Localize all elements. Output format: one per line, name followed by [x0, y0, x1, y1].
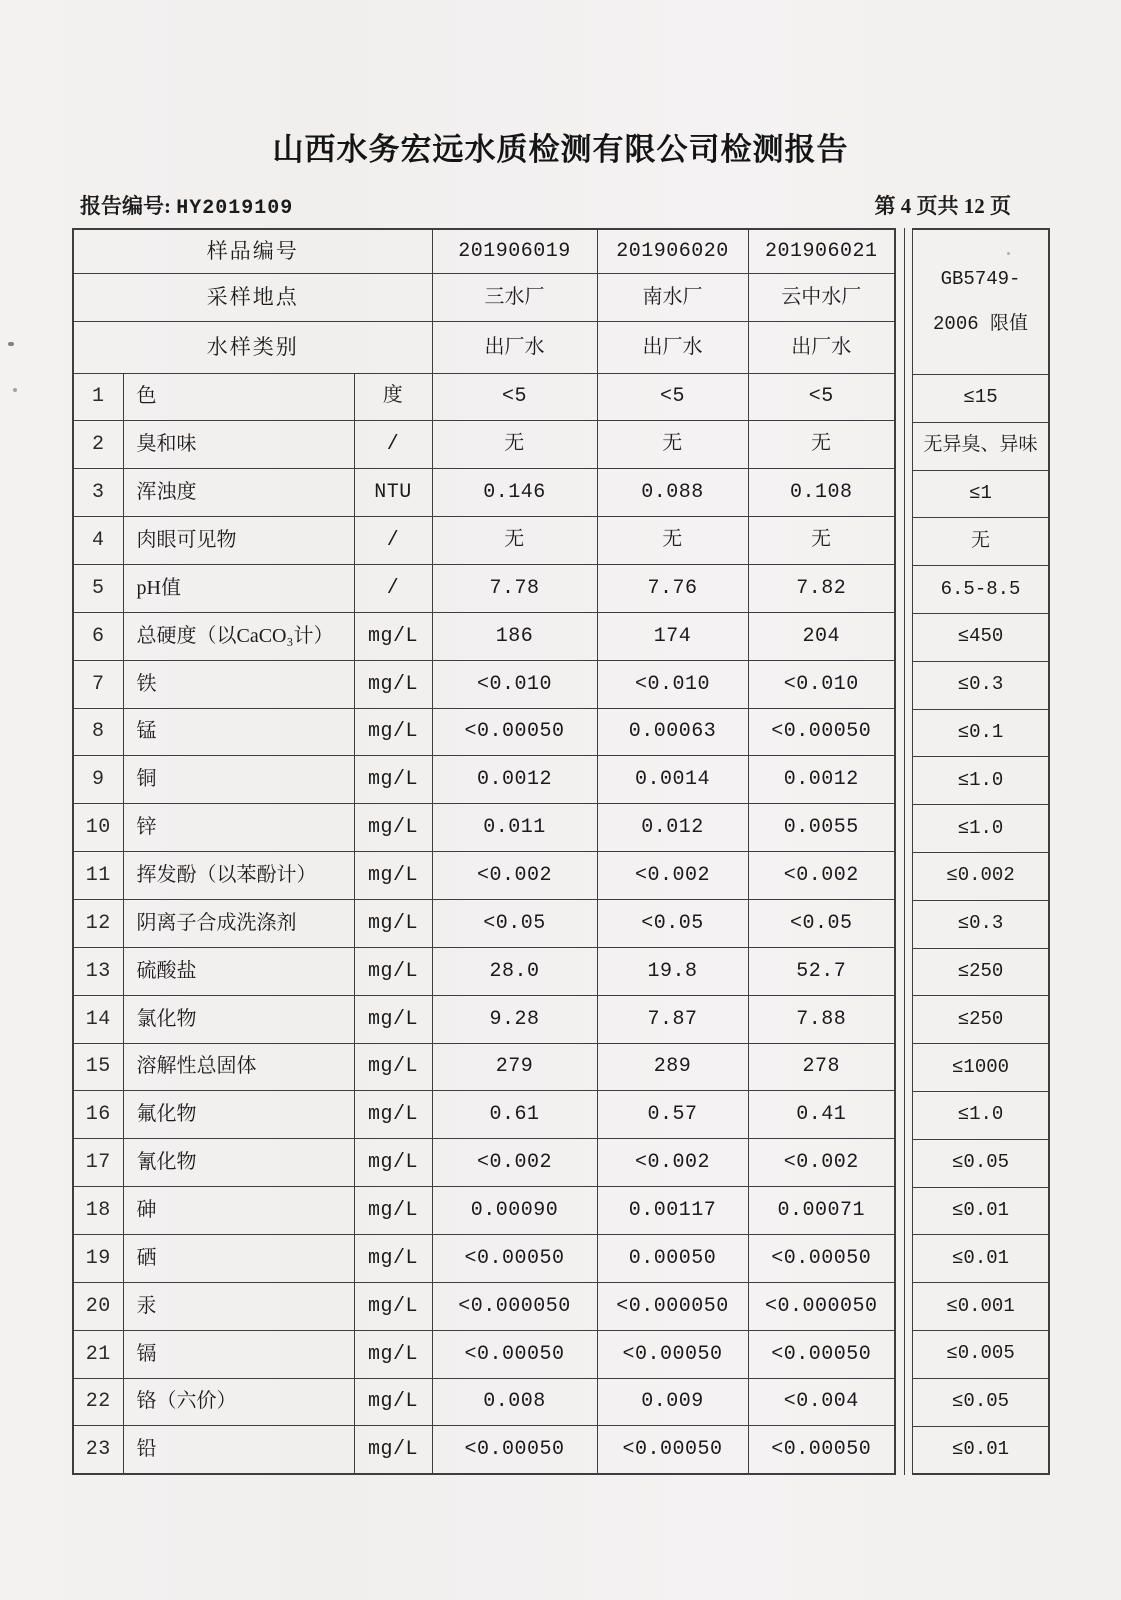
row-number: 4	[73, 517, 123, 565]
value-sample-1: 无	[432, 517, 597, 565]
limit-value: 无异臭、异味	[913, 422, 1050, 470]
limit-row	[913, 948, 1050, 996]
scan-artifact	[13, 388, 17, 392]
table-row	[73, 1426, 895, 1474]
parameter-name: 阴离子合成洗涤剂	[123, 899, 354, 947]
limit-value: ≤0.001	[913, 1283, 1050, 1331]
limit-value: ≤0.1	[913, 709, 1050, 757]
limit-value: ≤0.005	[913, 1330, 1050, 1378]
unit: mg/L	[354, 1234, 432, 1282]
value-sample-3: 0.108	[748, 469, 895, 517]
results-table	[72, 228, 896, 1475]
parameter-name: 锰	[123, 708, 354, 756]
unit: mg/L	[354, 1091, 432, 1139]
limit-value: ≤1	[913, 470, 1050, 518]
parameter-name: 硒	[123, 1234, 354, 1282]
table-row	[73, 421, 895, 469]
limit-row	[913, 1187, 1050, 1235]
unit: mg/L	[354, 995, 432, 1043]
table-row	[73, 612, 895, 660]
limit-row	[913, 757, 1050, 805]
value-sample-1: <0.002	[432, 1139, 597, 1187]
value-sample-3: 0.41	[748, 1091, 895, 1139]
report-number-value: HY2019109	[176, 197, 294, 220]
limit-value: ≤0.3	[913, 661, 1050, 709]
table-row	[73, 373, 895, 421]
sampling-location-1: 三水厂	[432, 273, 597, 321]
report-number	[80, 190, 293, 220]
limit-row	[913, 661, 1050, 709]
value-sample-2: 0.57	[597, 1091, 748, 1139]
value-sample-3: 无	[748, 421, 895, 469]
parameter-name: 肉眼可见物	[123, 517, 354, 565]
value-sample-2: <5	[597, 373, 748, 421]
value-sample-3: <0.002	[748, 852, 895, 900]
value-sample-3: 0.0055	[748, 804, 895, 852]
value-sample-1: 9.28	[432, 995, 597, 1043]
value-sample-2: 7.76	[597, 564, 748, 612]
value-sample-1: <0.00050	[432, 1426, 597, 1474]
limit-standard-line1: GB5749-	[940, 268, 1021, 290]
table-row	[73, 804, 895, 852]
parameter-name: 色	[123, 373, 354, 421]
limit-standard-header	[913, 229, 1050, 375]
unit: mg/L	[354, 708, 432, 756]
unit: mg/L	[354, 1378, 432, 1426]
sample-type-2: 出厂水	[597, 321, 748, 373]
row-number: 1	[73, 373, 123, 421]
value-sample-1: 186	[432, 612, 597, 660]
limit-value: ≤0.002	[913, 852, 1050, 900]
value-sample-2: 7.87	[597, 995, 748, 1043]
sample-number-3: 201906021	[748, 229, 895, 273]
limit-row	[913, 518, 1050, 566]
value-sample-2: 19.8	[597, 947, 748, 995]
sampling-location-label: 采样地点	[73, 273, 432, 321]
limit-row	[913, 375, 1050, 423]
value-sample-3: <0.002	[748, 1139, 895, 1187]
scan-artifact	[1007, 252, 1010, 255]
unit: /	[354, 564, 432, 612]
unit: /	[354, 517, 432, 565]
unit: mg/L	[354, 1187, 432, 1235]
value-sample-3: 7.82	[748, 564, 895, 612]
unit: 度	[354, 373, 432, 421]
value-sample-2: <0.05	[597, 899, 748, 947]
row-number: 12	[73, 899, 123, 947]
results-table-area	[72, 228, 1050, 1475]
row-number: 6	[73, 612, 123, 660]
parameter-name: 铅	[123, 1426, 354, 1474]
parameter-name: 氰化物	[123, 1139, 354, 1187]
value-sample-3: <5	[748, 373, 895, 421]
unit: mg/L	[354, 612, 432, 660]
report-meta	[80, 190, 1011, 220]
sample-number-2: 201906020	[597, 229, 748, 273]
value-sample-2: <0.000050	[597, 1282, 748, 1330]
row-number: 11	[73, 852, 123, 900]
row-number: 9	[73, 756, 123, 804]
row-number: 17	[73, 1139, 123, 1187]
table-row	[73, 1139, 895, 1187]
value-sample-1: 0.011	[432, 804, 597, 852]
value-sample-2: <0.00050	[597, 1426, 748, 1474]
value-sample-2: <0.010	[597, 660, 748, 708]
value-sample-1: 0.146	[432, 469, 597, 517]
value-sample-1: <5	[432, 373, 597, 421]
limit-header-row	[913, 229, 1050, 375]
table-row	[73, 1282, 895, 1330]
value-sample-3: 52.7	[748, 947, 895, 995]
report-number-label: 报告编号:	[80, 194, 177, 218]
row-number: 19	[73, 1234, 123, 1282]
unit: mg/L	[354, 756, 432, 804]
sample-number-label: 样品编号	[73, 229, 432, 273]
value-sample-1: 28.0	[432, 947, 597, 995]
limit-value: 6.5-8.5	[913, 566, 1050, 614]
value-sample-2: <0.002	[597, 852, 748, 900]
value-sample-1: 0.00090	[432, 1187, 597, 1235]
row-number: 15	[73, 1043, 123, 1091]
limit-value: ≤1000	[913, 1044, 1050, 1092]
table-row	[73, 564, 895, 612]
value-sample-2: <0.002	[597, 1139, 748, 1187]
limit-row	[913, 852, 1050, 900]
parameter-name: 硫酸盐	[123, 947, 354, 995]
limit-value: ≤250	[913, 996, 1050, 1044]
row-number: 8	[73, 708, 123, 756]
sample-number-1: 201906019	[432, 229, 597, 273]
value-sample-3: <0.004	[748, 1378, 895, 1426]
scan-artifact	[8, 342, 14, 346]
limit-value: ≤0.05	[913, 1378, 1050, 1426]
parameter-name: 氯化物	[123, 995, 354, 1043]
limit-value: ≤450	[913, 613, 1050, 661]
limit-table	[912, 228, 1050, 1475]
value-sample-3: 0.0012	[748, 756, 895, 804]
unit: mg/L	[354, 899, 432, 947]
sample-type-label: 水样类别	[73, 321, 432, 373]
limit-row	[913, 566, 1050, 614]
unit: /	[354, 421, 432, 469]
value-sample-1: <0.010	[432, 660, 597, 708]
table-row	[73, 660, 895, 708]
value-sample-3: <0.00050	[748, 1234, 895, 1282]
unit: mg/L	[354, 1282, 432, 1330]
limit-standard-line2: 2006 限值	[933, 313, 1029, 335]
table-row	[73, 1187, 895, 1235]
limit-row	[913, 1378, 1050, 1426]
table-row	[73, 947, 895, 995]
row-number: 7	[73, 660, 123, 708]
parameter-name: 氟化物	[123, 1091, 354, 1139]
value-sample-1: 7.78	[432, 564, 597, 612]
unit: mg/L	[354, 1426, 432, 1474]
parameter-name: 臭和味	[123, 421, 354, 469]
table-row	[73, 517, 895, 565]
value-sample-3: <0.00050	[748, 1330, 895, 1378]
sample-type-1: 出厂水	[432, 321, 597, 373]
limit-row	[913, 470, 1050, 518]
unit: mg/L	[354, 1139, 432, 1187]
parameter-name: 铬（六价）	[123, 1378, 354, 1426]
table-row	[73, 1234, 895, 1282]
limit-row	[913, 613, 1050, 661]
sampling-location-3: 云中水厂	[748, 273, 895, 321]
limit-value: ≤0.01	[913, 1235, 1050, 1283]
table-row	[73, 756, 895, 804]
value-sample-1: <0.00050	[432, 708, 597, 756]
limit-value: ≤1.0	[913, 757, 1050, 805]
row-number: 23	[73, 1426, 123, 1474]
limit-row	[913, 1139, 1050, 1187]
sampling-location-2: 南水厂	[597, 273, 748, 321]
value-sample-2: 289	[597, 1043, 748, 1091]
value-sample-2: 0.009	[597, 1378, 748, 1426]
parameter-name: 砷	[123, 1187, 354, 1235]
limit-value: ≤0.3	[913, 900, 1050, 948]
unit: mg/L	[354, 1043, 432, 1091]
value-sample-1: <0.05	[432, 899, 597, 947]
page-indicator: 第 4 页共 12 页	[874, 194, 1011, 218]
row-number: 3	[73, 469, 123, 517]
value-sample-2: 无	[597, 517, 748, 565]
value-sample-3: <0.05	[748, 899, 895, 947]
unit: mg/L	[354, 804, 432, 852]
value-sample-1: 0.0012	[432, 756, 597, 804]
table-row	[73, 469, 895, 517]
value-sample-2: 0.00063	[597, 708, 748, 756]
parameter-name: 锌	[123, 804, 354, 852]
unit: NTU	[354, 469, 432, 517]
value-sample-2: 无	[597, 421, 748, 469]
page-title: 山西水务宏远水质检测有限公司检测报告	[272, 132, 849, 167]
row-number: 18	[73, 1187, 123, 1235]
table-row	[73, 1330, 895, 1378]
header-row-sampling-location	[73, 273, 895, 321]
value-sample-3: <0.00050	[748, 1426, 895, 1474]
row-number: 22	[73, 1378, 123, 1426]
parameter-name: 总硬度（以CaCO₃计）	[123, 612, 354, 660]
limit-value: ≤15	[913, 375, 1050, 423]
value-sample-1: 0.61	[432, 1091, 597, 1139]
limit-value: ≤1.0	[913, 1091, 1050, 1139]
table-row	[73, 852, 895, 900]
table-row	[73, 1091, 895, 1139]
value-sample-2: <0.00050	[597, 1330, 748, 1378]
row-number: 2	[73, 421, 123, 469]
table-row	[73, 1043, 895, 1091]
limit-value: 无	[913, 518, 1050, 566]
row-number: 10	[73, 804, 123, 852]
table-row	[73, 708, 895, 756]
row-number: 5	[73, 564, 123, 612]
value-sample-2: 174	[597, 612, 748, 660]
limit-row	[913, 1283, 1050, 1331]
parameter-name: 铜	[123, 756, 354, 804]
table-row	[73, 1378, 895, 1426]
row-number: 16	[73, 1091, 123, 1139]
unit: mg/L	[354, 852, 432, 900]
limit-value: ≤0.01	[913, 1426, 1050, 1474]
value-sample-2: 0.0014	[597, 756, 748, 804]
value-sample-1: 无	[432, 421, 597, 469]
value-sample-1: <0.00050	[432, 1330, 597, 1378]
limit-row	[913, 1426, 1050, 1474]
limit-row	[913, 900, 1050, 948]
row-number: 14	[73, 995, 123, 1043]
value-sample-3: 278	[748, 1043, 895, 1091]
header-row-sample-type	[73, 321, 895, 373]
row-number: 21	[73, 1330, 123, 1378]
limit-value: ≤0.01	[913, 1187, 1050, 1235]
parameter-name: 浑浊度	[123, 469, 354, 517]
value-sample-2: 0.00117	[597, 1187, 748, 1235]
table-gap	[905, 228, 912, 1475]
value-sample-3: 0.00071	[748, 1187, 895, 1235]
value-sample-1: <0.000050	[432, 1282, 597, 1330]
value-sample-1: <0.00050	[432, 1234, 597, 1282]
value-sample-3: <0.010	[748, 660, 895, 708]
limit-value: ≤0.05	[913, 1139, 1050, 1187]
unit: mg/L	[354, 660, 432, 708]
limit-row	[913, 1044, 1050, 1092]
value-sample-2: 0.088	[597, 469, 748, 517]
value-sample-3: <0.000050	[748, 1282, 895, 1330]
parameter-name: 溶解性总固体	[123, 1043, 354, 1091]
unit: mg/L	[354, 947, 432, 995]
parameter-name: pH值	[123, 564, 354, 612]
limit-value: ≤250	[913, 948, 1050, 996]
parameter-name: 铁	[123, 660, 354, 708]
value-sample-3: <0.00050	[748, 708, 895, 756]
limit-row	[913, 805, 1050, 853]
limit-row	[913, 1330, 1050, 1378]
value-sample-3: 204	[748, 612, 895, 660]
limit-row	[913, 1235, 1050, 1283]
table-row	[73, 899, 895, 947]
parameter-name: 汞	[123, 1282, 354, 1330]
table-gap	[896, 228, 904, 1475]
parameter-name: 镉	[123, 1330, 354, 1378]
value-sample-2: 0.00050	[597, 1234, 748, 1282]
table-row	[73, 995, 895, 1043]
row-number: 13	[73, 947, 123, 995]
limit-row	[913, 1091, 1050, 1139]
unit: mg/L	[354, 1330, 432, 1378]
value-sample-2: 0.012	[597, 804, 748, 852]
limit-row	[913, 996, 1050, 1044]
value-sample-1: 0.008	[432, 1378, 597, 1426]
header-row-sample-number	[73, 229, 895, 273]
value-sample-1: <0.002	[432, 852, 597, 900]
limit-row	[913, 709, 1050, 757]
value-sample-3: 无	[748, 517, 895, 565]
value-sample-3: 7.88	[748, 995, 895, 1043]
sample-type-3: 出厂水	[748, 321, 895, 373]
limit-row	[913, 422, 1050, 470]
parameter-name: 挥发酚（以苯酚计）	[123, 852, 354, 900]
limit-value: ≤1.0	[913, 805, 1050, 853]
value-sample-1: 279	[432, 1043, 597, 1091]
row-number: 20	[73, 1282, 123, 1330]
